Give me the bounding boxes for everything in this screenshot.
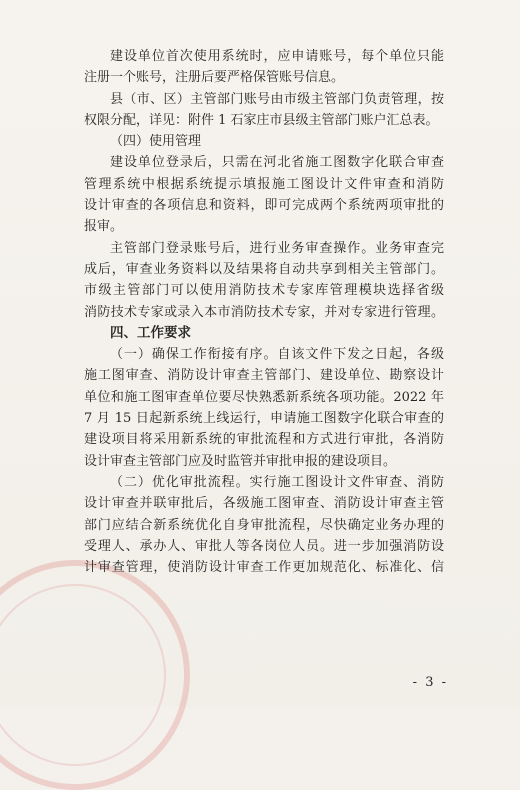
text-line: 施工图审查、消防设计审查主管部门、建设单位、勘察设计 bbox=[84, 368, 444, 384]
page-number: - 3 - bbox=[412, 675, 448, 690]
text-line: 建设单位首次使用系统时，应申请账号，每个单位只能 bbox=[110, 49, 444, 64]
text-line: 建设单位登录后，只需在河北省施工图数字化联合审查 bbox=[110, 155, 444, 171]
text-line: （一）确保工作衔接有序。自该文件下发之日起，各级 bbox=[110, 347, 444, 363]
text-line: 报审。 bbox=[84, 219, 124, 235]
text-line: 受理人、承办人、审批人等各岗位人员。进一步加强消防设 bbox=[84, 538, 444, 554]
text-line: 设计审查的各项信息和资料，即可完成两个系统两项审批的 bbox=[84, 198, 444, 214]
text-line: 消防技术专家或录入本市消防技术专家，并对专家进行管理。 bbox=[84, 304, 444, 320]
text-line: 成后，审查业务资料以及结果将自动共享到相关主管部门。 bbox=[84, 261, 444, 277]
red-seal-inner-ring bbox=[0, 584, 166, 766]
text-line: 计审查管理，使消防设计审查工作更加规范化、标准化、信 bbox=[84, 560, 444, 576]
section-heading: 四、工作要求 bbox=[110, 324, 191, 341]
text-line: 建设项目将采用新系统的审批流程和方式进行审批，各消防 bbox=[84, 432, 444, 448]
red-seal-stamp bbox=[0, 560, 190, 790]
text-line: （二）优化审批流程。实行施工图设计文件审查、消防 bbox=[110, 474, 444, 490]
text-line: 权限分配，详见：附件 1 石家庄市县级主管部门账户汇总表。 bbox=[84, 112, 439, 128]
text-line: 部门应结合新系统优化自身审批流程，尽快确定业务办理的 bbox=[84, 517, 444, 533]
text-line: 7 月 15 日起新系统上线运行，申请施工图数字化联合审查的 bbox=[84, 411, 444, 427]
text-line: 主管部门登录账号后，进行业务审查操作。业务审查完 bbox=[110, 240, 444, 256]
text-line: 市级主管部门可以使用消防技术专家库管理模块选择省级 bbox=[84, 283, 444, 299]
text-line: 设计审查主管部门应及时监管并审批申报的建设项目。 bbox=[84, 453, 397, 469]
text-line: 管理系统中根据系统提示填报施工图设计文件审查和消防 bbox=[84, 176, 444, 192]
text-line: 设计审查并联审批后，各级施工图审查、消防设计审查主管 bbox=[84, 496, 444, 512]
text-line: 县（市、区）主管部门账号由市级主管部门负责管理，按 bbox=[110, 91, 444, 107]
text-line: （四）使用管理 bbox=[110, 134, 202, 150]
text-line: 单位和施工图审查单位要尽快熟悉新系统各项功能。2022 年 bbox=[84, 389, 444, 405]
document-body bbox=[84, 46, 444, 578]
text-line: 注册一个账号，注册后要严格保管账号信息。 bbox=[84, 70, 345, 86]
